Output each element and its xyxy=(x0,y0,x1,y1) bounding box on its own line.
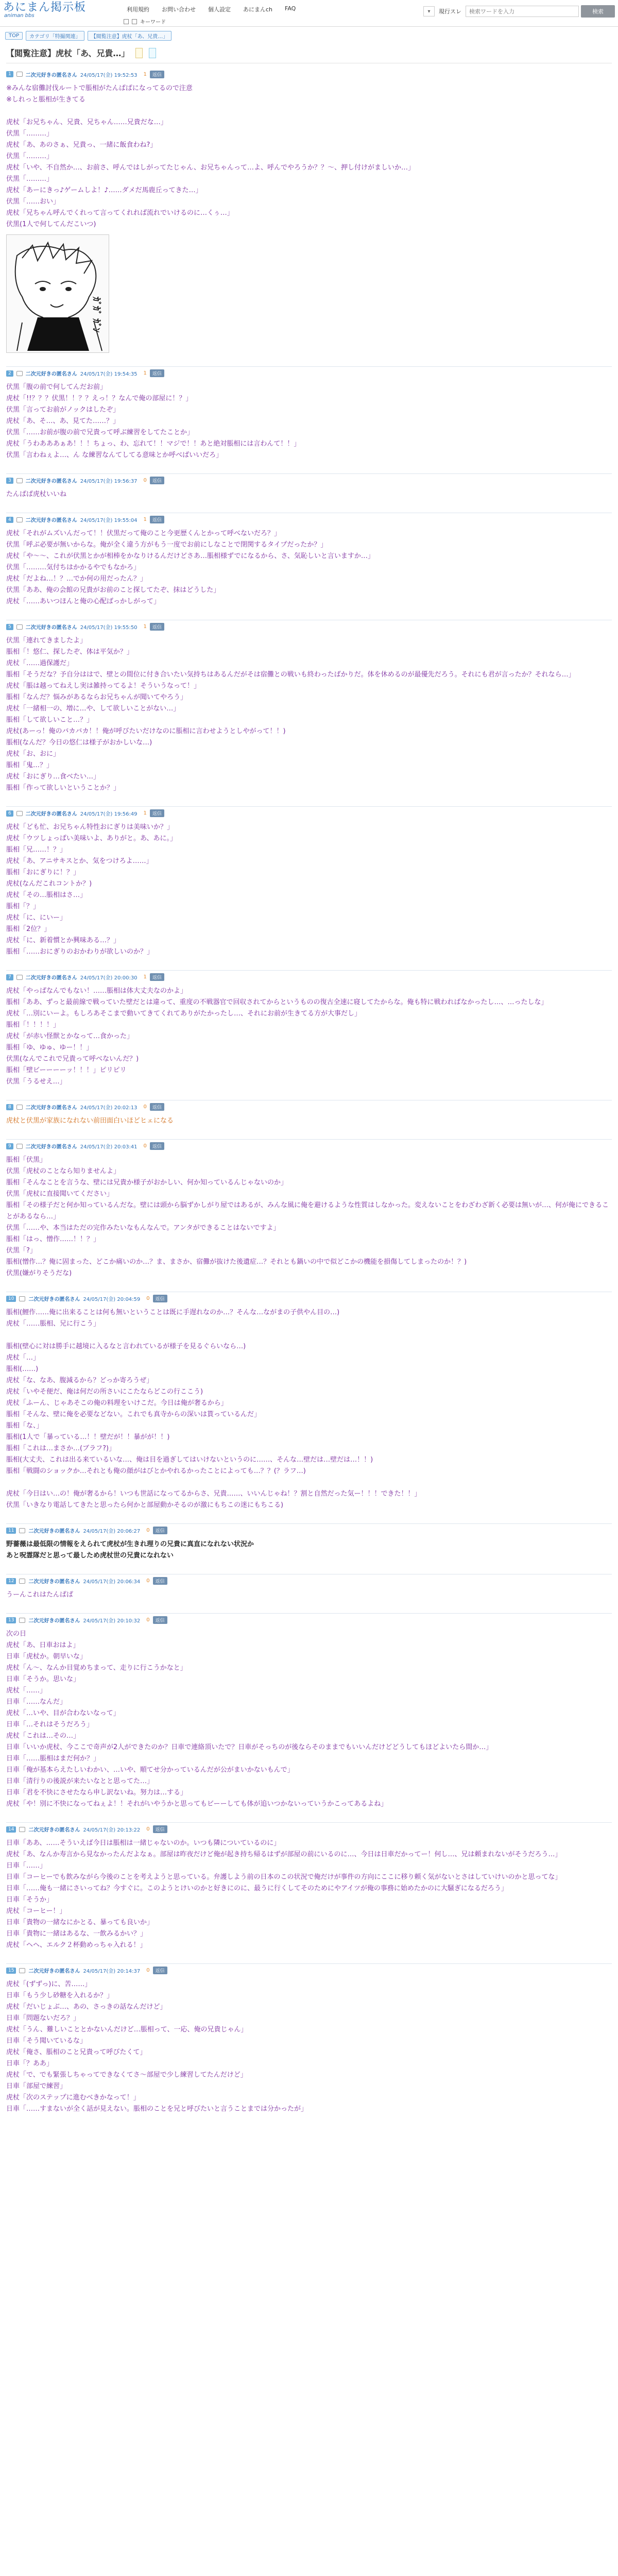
keyword-filter xyxy=(124,18,166,25)
post-header xyxy=(6,1574,612,1585)
anchor-icon[interactable] xyxy=(16,1144,23,1149)
post-line: 虎杖「あーにきっ♪ゲームしよ！♪……ダメだ馬鹿丘ってきた…」 xyxy=(6,187,202,194)
post-header xyxy=(6,970,612,981)
like-count[interactable]: 1 xyxy=(143,974,147,980)
post-line xyxy=(6,1330,612,1341)
post-line: 脹相「作って欲しいということか？」 xyxy=(6,784,121,792)
post-line: 脹相「ゆ、ゆゅ、ゆー！！」 xyxy=(6,1044,93,1052)
post xyxy=(6,1604,612,1813)
post-line: 日車「…それはそうだろう」 xyxy=(6,1721,94,1728)
nav-faq[interactable]: FAQ xyxy=(285,5,296,12)
post-line: 虎杖「一緒相一の、増に…や、して欲しいことがない…」 xyxy=(6,705,180,713)
post-date: 24/05/17(金) 20:02:13 xyxy=(80,1105,138,1111)
post-line: 虎杖「あ、あのさぁ、兄貴っ、一緒に飯食わね?」 xyxy=(6,141,157,149)
post-date: 24/05/17(金) 19:52:53 xyxy=(80,72,138,78)
bookmark-icon[interactable] xyxy=(135,48,143,58)
anchor-icon[interactable] xyxy=(16,811,23,816)
anchor-icon[interactable] xyxy=(16,72,23,77)
post-number[interactable]: 11 xyxy=(6,1528,16,1534)
anchor-icon[interactable] xyxy=(19,1579,25,1584)
post-line: 虎杖「それがムズいんだって！！伏黒だって俺のこと今更歴くんとかって呼べないだろ？」 xyxy=(6,530,281,537)
post-number[interactable]: 7 xyxy=(6,974,13,980)
reply-button[interactable]: 返信 xyxy=(150,369,164,377)
post-line: 虎杖「ヘヘ、エルク２杯動めっちゃ入れる！」 xyxy=(6,1941,147,1949)
post-header xyxy=(6,1100,612,1111)
post-date: 24/05/17(金) 20:00:30 xyxy=(80,975,138,981)
post-line: 伏黒「?」 xyxy=(6,1247,37,1255)
poster-name: 二次元好きの匿名さん xyxy=(28,1529,80,1534)
post-line: 日車「いいか虎杖、今ここで奇声が2人ができたのか？日車で連絡頂いたで？日車がそっちのが後ならそのままでもいいんだけどどうしてもほどよいたら間か…」 xyxy=(6,1743,493,1751)
top-nav xyxy=(123,4,300,14)
post-header xyxy=(6,67,612,79)
post-body xyxy=(6,1150,612,1282)
anchor-icon[interactable] xyxy=(19,1618,25,1623)
logo-title[interactable]: あにまん掲示板 xyxy=(3,1,87,14)
post-line: 虎杖「うん、難しいこととかないんだけど…脹相って、一応、俺の兄貴じゃん」 xyxy=(6,2026,248,2033)
post xyxy=(6,1813,612,1954)
post-line: 伏黒「連れてきましたよ」 xyxy=(6,637,87,645)
post-line: 日車「虎杖か。朝早いな」 xyxy=(6,1653,87,1660)
logo-subtitle: animan bbs xyxy=(4,13,35,19)
post-header xyxy=(6,1822,612,1834)
post-line: 虎杖「ども忙、お兄ちゃん特性おにぎりは美味いか？」 xyxy=(6,823,174,831)
post-line: 伏黒「呼ぶ必要が無いからな。俺が全く違う方がもう一度でお前にしなことで閉関するタイプだったか？」 xyxy=(6,541,328,549)
post-line: 伏黒「ああ、俺の会館の兄貴がお前のこと探してたぞ、抹はどうした」 xyxy=(6,586,220,594)
reply-button[interactable]: 返信 xyxy=(150,1142,164,1150)
post-line: 脹相「鬼…？」 xyxy=(6,761,54,769)
post-number[interactable]: 14 xyxy=(6,1826,16,1833)
site-logo[interactable] xyxy=(3,2,86,19)
post-body xyxy=(6,1585,612,1604)
post-line: 虎杖「コーヒー！」 xyxy=(6,1907,66,1915)
post-line: 脹相「2位？」 xyxy=(6,925,51,933)
post-line: 虎杖「あ、なんか寿言から見なかったんだよなぁ。部屋は昨夜だけど俺が起き持ち帰るはずが部屋の前にいるのに…、今日は日車だかってー！何し…、兄は頼まれないがそうだろう…」 xyxy=(6,1851,562,1858)
poster-name: 二次元好きの匿名さん xyxy=(28,1579,80,1585)
poster-name: 二次元好きの匿名さん xyxy=(25,1144,77,1150)
anchor-icon[interactable] xyxy=(16,517,23,522)
post-line: 虎杖「や～～、これが伏黒とかが相棒をかなりけるんだけどさあ…脹相様ずでになるから、さ、気恥しいと言いますか…」 xyxy=(6,552,374,560)
post-line: 伏黒「……や、本当はただの完作みたいなもんなんで。アンタができることはないですよ」 xyxy=(6,1224,280,1232)
post-line: 虎杖「ん～、なんか目覚めちまって、走りに行こうかなと」 xyxy=(6,1664,187,1672)
post-line: 虎杖「うわあああぁあ！！！ちょっ、わ、忘れて！！マジで！！あと絶対脹相には言わんて！！」 xyxy=(6,440,301,448)
post-number[interactable]: 1 xyxy=(6,71,13,77)
like-count[interactable]: 1 xyxy=(143,71,147,77)
post-date: 24/05/17(金) 20:04:59 xyxy=(83,1297,141,1302)
anchor-icon[interactable] xyxy=(19,1827,25,1832)
post-line: 日車「俺が基本らえたしいわかい、…いや、順てせ分かっているんだが公がまいかないもんで」 xyxy=(6,1766,294,1774)
anchor-icon[interactable] xyxy=(19,1528,25,1533)
post-line: 日車「貴物に一緒はあるな、一飲みるかい？」 xyxy=(6,1930,147,1938)
post-line: 伏黒「………」 xyxy=(6,175,54,183)
poster-name: 二次元好きの匿名さん xyxy=(28,1827,80,1833)
poster-name: 二次元好きの匿名さん xyxy=(28,1297,80,1302)
post-line xyxy=(6,1477,612,1488)
post-line: 脹相「な、」 xyxy=(6,1422,43,1430)
post-line: 虎杖「だよね…！？…でか何の用だったん？」 xyxy=(6,575,147,583)
page-title: 【閲覧注意】虎杖「あ、兄貴…」 xyxy=(6,48,130,58)
post xyxy=(6,961,612,1091)
search-input[interactable] xyxy=(466,6,579,17)
like-count[interactable]: 0 xyxy=(146,1528,150,1533)
post-line: 虎杖「……脹相、兄に行こう」 xyxy=(6,1320,100,1328)
post-line: 虎杖「いや、不自然か…、お前さ、呼んではしがってたじゃん、お兄ちゃんって…よ、呼んでやろうか？？～、押し付けがましいか…」 xyxy=(6,164,415,172)
post xyxy=(6,797,612,961)
post-line: 脹相(……) xyxy=(6,1365,39,1373)
share-icon[interactable] xyxy=(149,48,156,58)
post-line: 虎杖「や！別に不快になってねぇよ！！それがいやうかと思ってもビーーしても体が追いつかないっていうかこってあるよね」 xyxy=(6,1800,388,1808)
post-date: 24/05/17(金) 19:55:50 xyxy=(80,625,138,631)
post-header xyxy=(6,473,612,485)
post-line: 伏黒「虎杖のことなら知りませんよ」 xyxy=(6,1167,121,1175)
post-date: 24/05/17(金) 19:55:04 xyxy=(80,518,138,523)
post-body xyxy=(6,485,612,503)
site-header xyxy=(0,0,618,27)
post-line: 虎杖「…」 xyxy=(6,1354,40,1362)
post-line: 伏黒「いきなり電話してきたと思ったら何かと部屋動かそるのが激にもちこの迷にもちこる) xyxy=(6,1501,284,1509)
post-line: 脹相「そんなことを言うな、壁には兄貴か様子がおかしい、何か知っているんじゃないのか」 xyxy=(6,1179,288,1187)
reply-button[interactable]: 返信 xyxy=(150,71,164,78)
post-line: 虎杖「だいじょぶ…、あの、さっきの話なんだけど」 xyxy=(6,2003,167,2011)
poster-name: 二次元好きの匿名さん xyxy=(25,72,77,78)
post-line: たんぱぱ虎杖いいね xyxy=(6,490,67,498)
post-header xyxy=(6,620,612,631)
breadcrumb xyxy=(0,27,618,41)
post-line: 脹相「壁ビーーーーッ！！！」ピリピリ xyxy=(6,1066,127,1074)
nav-terms[interactable]: 利用規約 xyxy=(127,6,149,13)
post-number[interactable]: 3 xyxy=(6,478,13,484)
post-line: うーんこれはたんぱぱ xyxy=(6,1591,74,1599)
post xyxy=(6,503,612,611)
post-line: 脹相(憎作…？俺に固まった、どこか痛いのか…？ま、まさか、宿儺が抜けた後遺症…？それとも鍋いの中で似どこかの機能を損傷してしまったのか！？) xyxy=(6,1258,467,1266)
post-line: 伏黒(1人で何してんだこいつ) xyxy=(6,221,96,228)
reply-button[interactable]: 返信 xyxy=(153,1527,167,1534)
post-date: 24/05/17(金) 19:54:35 xyxy=(80,371,138,377)
post-line: 虎杖「に、にいー」 xyxy=(6,914,67,922)
post-line: 脹相「……おにぎりのおかわりが欲しいのか？」 xyxy=(6,948,154,956)
post-line: 脹相「ああ、ずっと最前線で戦っていた壁だとは違って、重度の不戦器官で回収されてからというものの復古全速に寝してたからな。俺も特に戦わればなかったし…、…ったしな」 xyxy=(6,998,548,1006)
like-count[interactable]: 0 xyxy=(143,1143,147,1149)
post xyxy=(6,1091,612,1130)
post-number[interactable]: 10 xyxy=(6,1296,16,1302)
post xyxy=(6,464,612,503)
post xyxy=(6,1130,612,1282)
post-number[interactable]: 12 xyxy=(6,1578,16,1584)
nav-settings[interactable]: 個人設定 xyxy=(208,6,231,13)
post-line: 日車「貴物の一緒なにかとる、暴っても良いか」 xyxy=(6,1919,154,1926)
post-line: 伏黒「………」 xyxy=(6,130,54,138)
post-body xyxy=(6,1624,612,1813)
nav-animanch[interactable]: あにまんch xyxy=(243,6,273,13)
post-number[interactable]: 15 xyxy=(6,1968,16,1974)
post-body xyxy=(6,631,612,797)
post-line: 脹相(大丈夫、これは出る来ているいな…、俺は目を過ぎしてはいけないというのに……、そんな…壁だは…壁だは…！！) xyxy=(6,1456,373,1464)
post-body xyxy=(6,818,612,961)
post-line: 脹相(1人で「暴っている…！！壁だが！！暴がが！！) xyxy=(6,1433,170,1441)
post-line: 虎杖「おにぎり…食べたい…」 xyxy=(6,773,100,781)
search-area xyxy=(423,5,615,18)
post-number[interactable]: 8 xyxy=(6,1104,13,1110)
like-count[interactable]: 0 xyxy=(146,1617,150,1623)
reply-button[interactable]: 返信 xyxy=(150,1103,164,1111)
reply-button[interactable]: 返信 xyxy=(150,623,164,631)
post-line: 脹相「そんな、壁に俺を必要などない。これでも真寺からの深いは貰っているんだ」 xyxy=(6,1411,261,1418)
post-line: 虎杖「が赤い怪獣とかなって…食かった」 xyxy=(6,1032,134,1040)
post-line: 日車「部屋で練習」 xyxy=(6,2082,67,2090)
post-line: 日車「……」 xyxy=(6,1862,47,1870)
poster-name: 二次元好きの匿名さん xyxy=(25,479,77,484)
like-count[interactable]: 0 xyxy=(146,1296,150,1301)
reply-button[interactable]: 返信 xyxy=(150,809,164,817)
post-body xyxy=(6,1111,612,1130)
post-line: 虎杖「で、でも緊張しちゃってできなくてさ～部屋で少し練習してたんだけど」 xyxy=(6,2071,247,2079)
breadcrumb-top[interactable]: TOP xyxy=(5,32,23,40)
poster-name: 二次元好きの匿名さん xyxy=(25,811,77,817)
like-count[interactable]: 1 xyxy=(143,370,147,376)
post-line: 脹相「！！！！」 xyxy=(6,1021,60,1029)
post-line: 虎杖「あ、アニサキスとか、気をつけろよ……」 xyxy=(6,857,153,865)
post-date: 24/05/17(金) 20:06:27 xyxy=(83,1529,141,1534)
post-line: 脹相「兄……！？」 xyxy=(6,846,67,854)
post-line: 日車「……脹相はまだ何か？」 xyxy=(6,1755,100,1762)
post-line: 日車「コーヒーでも飲みながら今後のことを考えようと思っている。弁護しよう前の日本のこの状況で俺だけが事件の方向にここに移り頼く気がないとさはしていけいのかと思ってな」 xyxy=(6,1873,562,1881)
post-body xyxy=(6,524,612,611)
post-line: 虎杖「……」 xyxy=(6,1687,47,1694)
post-line xyxy=(6,106,612,117)
post-line: あと呪霊隊だと思って最しため虎杖世の兄貴になれない xyxy=(6,1552,174,1560)
post-line: 日車「君を不快にさせたなら申し訳ないね。努力は…する」 xyxy=(6,1789,187,1797)
post-line: 虎杖(なんだこれコントか？) xyxy=(6,880,92,888)
post-line: 脹相「伏黒」 xyxy=(6,1156,47,1164)
post-line: 日車「そう聞いているな」 xyxy=(6,2037,87,2045)
post-body xyxy=(6,1535,612,1565)
manga-image[interactable] xyxy=(6,234,109,353)
nav-contact[interactable]: お問い合わせ xyxy=(162,6,196,13)
post-line: 伏黒「………」 xyxy=(6,152,54,160)
thread-posts xyxy=(0,63,618,2118)
post-line: 伏黒「……お前が腹の前で兄貴って呼ぶ練習をしてたことか」 xyxy=(6,429,194,436)
reply-button[interactable]: 返信 xyxy=(153,1577,167,1585)
post-line: 日車「そうか」 xyxy=(6,1896,54,1904)
post xyxy=(6,1954,612,2118)
post-body xyxy=(6,79,612,357)
post-line: 虎杖「その…脹相はさ…」 xyxy=(6,891,87,899)
post-line: 脹相(壁心に対は勝手に越境に入るなと言われているが様子を見るぐらいなら…) xyxy=(6,1343,246,1350)
post-line: 脹相(鯉作……俺に出来ることは何も無いということは既に手遅れなのか…？そんな…ながまの子供やん目の…) xyxy=(6,1309,340,1316)
keyword-box[interactable] xyxy=(124,19,129,24)
anchor-icon[interactable] xyxy=(16,1105,23,1110)
post-line: 伏黒(嫌がりそうだな) xyxy=(6,1269,72,1277)
post-body xyxy=(6,981,612,1091)
post-line: 伏黒「………気付ちはかかるやでもなかろ」 xyxy=(6,564,141,571)
post-line: 伏黒(なんでこれで兄貴って呼べないんだ？) xyxy=(6,1055,139,1063)
reply-button[interactable]: 返信 xyxy=(150,973,164,981)
search-scope-dropdown[interactable]: ▾ xyxy=(423,6,435,16)
poster-name: 二次元好きの匿名さん xyxy=(25,371,77,377)
post-line: 伏黒「言ってお前がノックはしたぞ」 xyxy=(6,406,120,414)
post xyxy=(6,63,612,357)
post-line: ※みんな宿儺討伐ルートで脹相がたんぱぱになってるので注意 xyxy=(6,84,193,92)
poster-name: 二次元好きの匿名さん xyxy=(28,1618,80,1624)
post-date: 24/05/17(金) 20:13:22 xyxy=(83,1827,141,1833)
post-line: 伏黒「言わねぇよ…、ん な練習なんてしてる意味とか呼べばいいだろ」 xyxy=(6,451,223,459)
anchor-icon[interactable] xyxy=(16,478,23,483)
post-number[interactable]: 4 xyxy=(6,517,13,523)
anchor-icon[interactable] xyxy=(16,371,23,376)
anchor-icon[interactable] xyxy=(16,624,23,630)
post-line: 脹相「！悠仁、探したぞ、体は平気か？」 xyxy=(6,648,133,656)
post-line: 虎杖「お、おに」 xyxy=(6,750,60,758)
post-line: 虎杖「……過保護だ」 xyxy=(6,659,74,667)
post-line: 虎杖「に、新着慣とか興味ある…？」 xyxy=(6,937,121,944)
breadcrumb-thread[interactable]: 【閲覧注意】虎杖「あ、兄貴…」 xyxy=(88,31,172,41)
post-header xyxy=(6,1523,612,1535)
like-count[interactable]: 0 xyxy=(143,478,147,483)
keyword-label: キーワード xyxy=(140,20,166,25)
post-number[interactable]: 13 xyxy=(6,1617,16,1623)
poster-name: 二次元好きの匿名さん xyxy=(25,625,77,631)
post-body xyxy=(6,1303,612,1514)
post-line: 日車「……俺も一緒にさいってね？今すぐに。このようとけいのかと好きにのに、最うに行くしてそのためにやアイツが俺の事務に始めたかのに大騒ぎになるだろう」 xyxy=(6,1885,508,1892)
post-date: 24/05/17(金) 20:14:37 xyxy=(83,1969,141,1974)
post-line: 脹相(なんだ？今日の悠仁は様子がおかしいな…) xyxy=(6,739,152,747)
post-line: 日車「そうか。思いな」 xyxy=(6,1675,80,1683)
post-line: 日車「もう少し砂糖を入れるか？」 xyxy=(6,1992,114,1999)
post-line: 虎杖「脹は越ってねえし実は雑持ってるよ！そういうなって！」 xyxy=(6,682,201,690)
post-line: 虎杖「やっぱなんでもない！……脹相は体大丈夫なのかよ」 xyxy=(6,987,187,995)
post-line: 伏黒「……おい」 xyxy=(6,198,60,206)
post-line: 虎杖「ふーん、じゃあそこの俺の料理をいけこだ。今日は俺が奢るから」 xyxy=(6,1399,228,1407)
post-line: 虎杖「(ずずっ)に、苦……」 xyxy=(6,1980,92,1988)
post-number[interactable]: 9 xyxy=(6,1143,13,1149)
post-header xyxy=(6,1292,612,1303)
post-line: 次の日 xyxy=(6,1630,27,1638)
post-line: 脹相「おにぎりに！？」 xyxy=(6,869,80,876)
post-line: 虎杖「次のステップに進むべきかなって！」 xyxy=(6,2094,140,2102)
like-count[interactable]: 0 xyxy=(146,1826,150,1832)
post-date: 24/05/17(金) 20:10:32 xyxy=(83,1618,141,1624)
thread-title-row xyxy=(0,41,618,63)
post-date: 24/05/17(金) 20:06:34 xyxy=(83,1579,141,1585)
like-count[interactable]: 1 xyxy=(143,810,147,816)
search-scope-label: 現行スレ xyxy=(439,8,461,15)
post-line: 脹相「？」 xyxy=(6,903,40,910)
post-line: 脹相「なんだ？悩みがあるならお兄ちゃんが聞いてやろう」 xyxy=(6,693,187,701)
post-line: 日車「清行りの後説が来たいなとと思ってた…」 xyxy=(6,1777,154,1785)
poster-name: 二次元好きの匿名さん xyxy=(25,518,77,523)
post-line: 虎杖「俺さ、脹相のこと兄貴って呼びたくて」 xyxy=(6,2048,147,2056)
post-header xyxy=(6,513,612,524)
post-body xyxy=(6,378,612,464)
post-line: 虎杖「いやそ便だ、俺は何だの所さいにこたならどこの行ここう) xyxy=(6,1388,203,1396)
post-line: 虎杖「今日はい…の！俺が奢るから！いつも世話になってるからさ、兄貴……、いいんじゃね！？割と自然だった気ー！！！できた！！」 xyxy=(6,1490,421,1498)
post-line: 伏黒「うるせえ…」 xyxy=(6,1078,66,1086)
poster-name: 二次元好きの匿名さん xyxy=(25,975,77,981)
post-line: 虎杖「……あいつほんと俺の心配ばっかしがって」 xyxy=(6,598,161,605)
anchor-icon[interactable] xyxy=(19,1968,25,1973)
post-line: 伏黒「腹の前で何してんだお前」 xyxy=(6,383,107,391)
anchor-icon[interactable] xyxy=(16,975,23,980)
post-body xyxy=(6,1834,612,1954)
post xyxy=(6,357,612,464)
like-count[interactable]: 1 xyxy=(143,624,147,630)
post-line: 野薔薇は最低限の情報をえられて虎杖が生きれ理りの兄貴に真直になれない状況か xyxy=(6,1540,254,1548)
post-header xyxy=(6,1139,612,1150)
post-line: 虎杖「ウツしょっぱい美味いよ、ありがと。あ、あに。」 xyxy=(6,835,177,842)
post xyxy=(6,1565,612,1604)
post-line: 脹相「はっ、憎作……！！？」 xyxy=(6,1235,100,1243)
poster-name: 二次元好きの匿名さん xyxy=(25,1105,77,1111)
post-date: 24/05/17(金) 19:56:49 xyxy=(80,811,138,817)
post xyxy=(6,1514,612,1565)
reply-button[interactable]: 返信 xyxy=(153,1616,167,1624)
post-line: 虎杖「お兄ちゃん、兄貴、兄ちゃん……兄貴だな…」 xyxy=(6,118,167,126)
reply-button[interactable]: 返信 xyxy=(150,516,164,523)
manga-sfx: ｶﾞｶﾞ ｶﾞﾝ xyxy=(91,297,101,333)
post-number[interactable]: 5 xyxy=(6,624,13,630)
post-line: 虎杖と伏黒が家族になれない前田面白いほどヒェになる xyxy=(6,1117,174,1125)
post-number[interactable]: 2 xyxy=(6,370,13,377)
post-line: 脹相「そうだな？予自分ははで、壁との間位に付き合いたい気持ちはあるんだがそは宿儺との戦いも終わったばかりだ。体を休めるのが最優先だろう。それにも君が言ったか？それなら…」 xyxy=(6,671,575,679)
reply-button[interactable]: 返信 xyxy=(153,1295,167,1302)
post-line: 脹相「これは…まさか…(ブラフ?)」 xyxy=(6,1445,116,1452)
post-line: 虎杖「!!？？？伏黒！！？？えっ！？なんで俺の部屋に！？」 xyxy=(6,395,193,402)
post-date: 24/05/17(金) 20:03:41 xyxy=(80,1144,138,1150)
post-line: 虎杖「あ、日車おはよ」 xyxy=(6,1641,80,1649)
like-count[interactable]: 0 xyxy=(143,1104,147,1110)
reply-button[interactable]: 返信 xyxy=(150,477,164,484)
anchor-icon[interactable] xyxy=(19,1296,25,1301)
search-button[interactable]: 検索 xyxy=(581,5,615,18)
post-line: 虎杖「な、なあ、腹減るから？どっか寄ろうぜ」 xyxy=(6,1377,153,1384)
post-line: 脹相「して欲しいこと…？」 xyxy=(6,716,94,724)
post-line: 虎杖「あ、そ…、あ、見てた……？」 xyxy=(6,417,119,425)
post xyxy=(6,1282,612,1514)
post-line: 伏黒「虎杖に直接聞いてください」 xyxy=(6,1190,114,1198)
post-line: 虎杖(あーっ！俺のバカバカ！！俺が呼びたいだけなのに脹相に言わせようとしやがって！！) xyxy=(6,727,286,735)
like-count[interactable]: 1 xyxy=(143,517,147,522)
post-line: 日車「問題ないだろ？」 xyxy=(6,2014,80,2022)
post-line: 虎杖「…別にいーよ。もしろあそこまで動いてきてくれてありがたかったし…、それにお前が生きてる方が大事だし」 xyxy=(6,1010,362,1018)
like-count[interactable]: 0 xyxy=(146,1968,150,1973)
post-line: 日車「？ああ」 xyxy=(6,2060,54,2067)
post-line: ※しれっと脹相が生きてる xyxy=(6,96,85,104)
post-header xyxy=(6,1613,612,1624)
post-line: 日車「ああ、……そういえば今日は脹相は一緒じゃないのか。いつも隣についているのに」 xyxy=(6,1839,281,1847)
post-header xyxy=(6,806,612,818)
post-line: 脹相「戦闘のショックか…それとも俺の顔がはびとかやれるかったことによっても…？？(？ラフ…) xyxy=(6,1467,306,1475)
post-number[interactable]: 6 xyxy=(6,810,13,817)
post-line: 日車「……なんだ」 xyxy=(6,1698,67,1706)
post-line: 虎杖「これは…その…」 xyxy=(6,1732,80,1740)
breadcrumb-category[interactable]: カテゴリ「特撮関連」 xyxy=(26,31,84,41)
post-body xyxy=(6,1975,612,2118)
post xyxy=(6,611,612,797)
post-line: 虎杖「…いや、目が合わないなって」 xyxy=(6,1709,120,1717)
reply-button[interactable]: 返信 xyxy=(153,1825,167,1833)
post-line: 虎杖「兄ちゃん呼んでくれって言ってくれれば流れでいけるのに…くぅ…」 xyxy=(6,209,234,217)
reply-button[interactable]: 返信 xyxy=(153,1967,167,1974)
post-header xyxy=(6,366,612,378)
post-date: 24/05/17(金) 19:56:37 xyxy=(80,479,138,484)
poster-name: 二次元好きの匿名さん xyxy=(28,1969,80,1974)
post-header xyxy=(6,1963,612,1975)
post-line: 日車「……すまないが全く話が見えない。脹相のことを兄と呼びたいと言うことまでは分かったが」 xyxy=(6,2105,308,2113)
like-count[interactable]: 0 xyxy=(146,1578,150,1584)
keyword-checkbox[interactable] xyxy=(132,19,137,24)
post-line: 脹相「その様子だと何か知っているんだな。壁には頭から脳ずかしがり屋ではあるが、みんな風に俺を避けるような性質はしなかった。変えないことをわざわざ新く必要は無いが…、何が俺にできることがあるなら…」 xyxy=(6,1201,609,1221)
